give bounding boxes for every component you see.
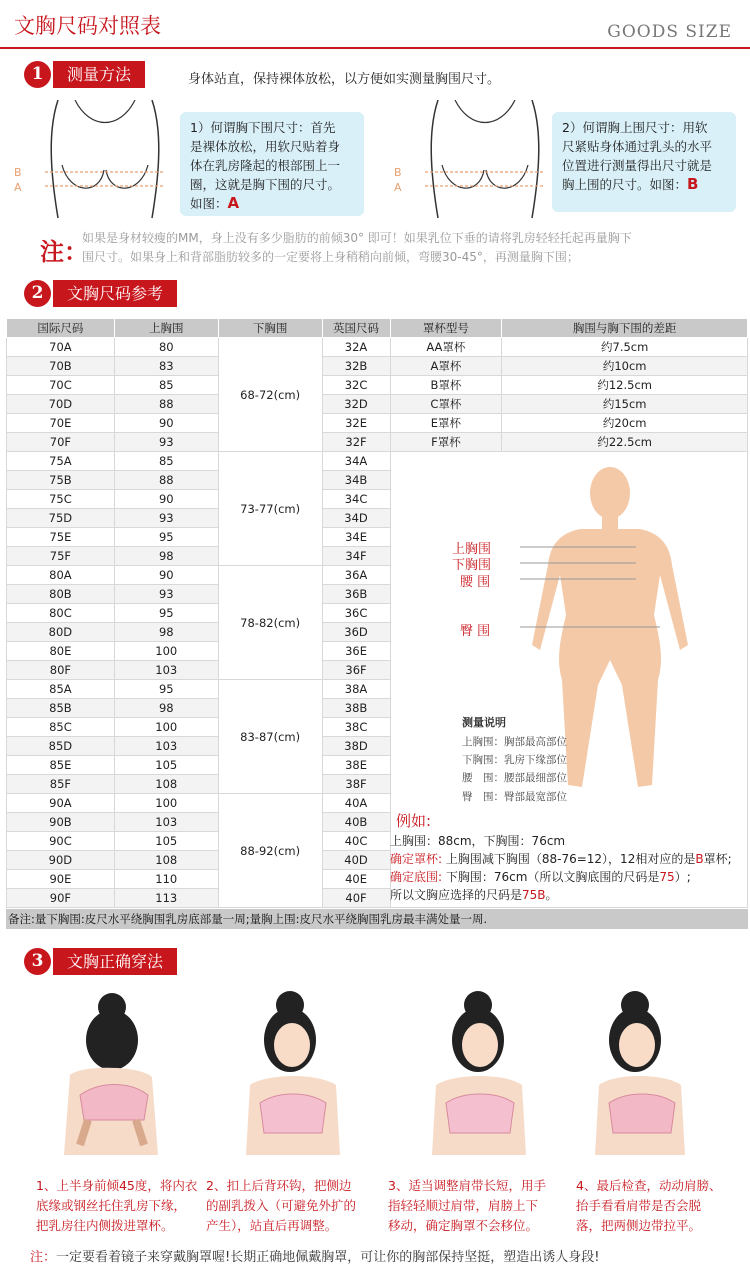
intl-size-cell: 80F — [7, 661, 115, 680]
section1-number: 1 — [24, 61, 51, 88]
overbust-cell: 88 — [114, 471, 218, 490]
uk-size-cell: 36C — [322, 604, 390, 623]
torso-figure-left — [40, 100, 170, 220]
cup-type-cell: F罩杯 — [390, 433, 502, 452]
bubble2-line: 2）何谓胸上围尺寸：用软 — [562, 120, 708, 135]
uk-size-cell: 38E — [322, 756, 390, 775]
overbust-cell: 90 — [114, 566, 218, 585]
cup-diff-cell: 约10cm — [502, 357, 748, 376]
section1-title: 测量方法 — [53, 61, 145, 88]
uk-size-cell: 36A — [322, 566, 390, 585]
overbust-cell: 103 — [114, 813, 218, 832]
section2-number: 2 — [24, 280, 51, 307]
measure-desc-item: 下胸围：乳房下缘部位 — [462, 754, 567, 766]
overbust-cell: 85 — [114, 452, 218, 471]
overbust-cell: 95 — [114, 680, 218, 699]
overbust-cell: 100 — [114, 794, 218, 813]
overbust-cell: 95 — [114, 604, 218, 623]
bubble1-ref-prefix: 如图： — [190, 196, 228, 211]
col-header: 上胸围 — [114, 319, 218, 338]
overbust-cell: 80 — [114, 338, 218, 357]
note-line: 如果是身材较瘦的MM，身上没有多少脂肪的前倾30° 即可！如果乳位下垂的请将乳房轻轻托起再量胸下 — [82, 231, 632, 245]
uk-size-cell: 34B — [322, 471, 390, 490]
uk-size-cell: 34C — [322, 490, 390, 509]
measure-desc-item: 臀 围：臀部最宽部位 — [462, 791, 567, 803]
overbust-cell: 100 — [114, 718, 218, 737]
overbust-cell: 100 — [114, 642, 218, 661]
col-header: 罩杯型号 — [390, 319, 502, 338]
final-note: 注：一定要看着镜子来穿戴胸罩喔!长期正确地佩戴胸罩，可让你的胸部保持坚挺，塑造出诱人身段! — [30, 1250, 600, 1265]
intl-size-cell: 75C — [7, 490, 115, 509]
note-text — [82, 229, 742, 267]
overbust-cell: 88 — [114, 395, 218, 414]
intl-size-cell: 70D — [7, 395, 115, 414]
overbust-cell: 90 — [114, 490, 218, 509]
overbust-cell: 105 — [114, 756, 218, 775]
uk-size-cell: 38A — [322, 680, 390, 699]
intl-size-cell: 75D — [7, 509, 115, 528]
intl-size-cell: 85F — [7, 775, 115, 794]
intl-size-cell: 90A — [7, 794, 115, 813]
intl-size-cell: 80B — [7, 585, 115, 604]
bubble1-line: 1）何谓胸下围尺寸：首先 — [190, 120, 336, 135]
cup-type-cell: A罩杯 — [390, 357, 502, 376]
table-row — [7, 395, 748, 414]
uk-size-cell: 32D — [322, 395, 390, 414]
step3-text: 3、适当调整肩带长短，用手 指轻轻顺过肩带，肩膀上下 移动，确定胸罩不会移位。 — [388, 1178, 546, 1233]
table-remark: 备注:量下胸围:皮尺水平绕胸围乳房底部量一周;量胸上围:皮尺水平绕胸围乳房最丰满处量一周. — [6, 909, 748, 929]
intl-size-cell: 70F — [7, 433, 115, 452]
col-header: 下胸围 — [218, 319, 322, 338]
overbust-cell: 105 — [114, 832, 218, 851]
example-line2: 确定罩杯: 上胸围减下胸围（88-76=12），12相对应的是B罩杯; — [390, 852, 732, 866]
overbust-cell: 103 — [114, 661, 218, 680]
table-row — [7, 414, 748, 433]
intl-size-cell: 85B — [7, 699, 115, 718]
uk-size-cell: 38F — [322, 775, 390, 794]
intl-size-cell: 75A — [7, 452, 115, 471]
example-line1: 上胸围：88cm，下胸围：76cm — [390, 834, 566, 848]
example-head: 例如: — [396, 812, 432, 830]
uk-size-cell: 32E — [322, 414, 390, 433]
section3-title: 文胸正确穿法 — [53, 948, 177, 975]
step4-illustration — [585, 985, 715, 1165]
label-waist: 腰 围 — [460, 575, 491, 590]
uk-size-cell: 34E — [322, 528, 390, 547]
uk-size-cell: 34F — [322, 547, 390, 566]
uk-size-cell: 36D — [322, 623, 390, 642]
label-b-left: B — [14, 166, 22, 179]
bubble1-line: 体在乳房隆起的根部围上一 — [190, 158, 341, 173]
underbust-cell: 88-92(cm) — [218, 794, 322, 908]
table-row — [7, 338, 748, 357]
intl-size-cell: 80C — [7, 604, 115, 623]
bubble1-line: 圈，这就是胸下围的尺寸。 — [190, 177, 341, 192]
intl-size-cell: 75F — [7, 547, 115, 566]
uk-size-cell: 40E — [322, 870, 390, 889]
uk-size-cell: 36E — [322, 642, 390, 661]
bubble2-last-prefix: 胸上围的尺寸。如图： — [562, 177, 688, 192]
intl-size-cell: 90D — [7, 851, 115, 870]
cup-type-cell: E罩杯 — [390, 414, 502, 433]
underbust-cell: 68-72(cm) — [218, 338, 322, 452]
cup-diff-cell: 约7.5cm — [502, 338, 748, 357]
overbust-cell: 98 — [114, 547, 218, 566]
bubble1-line: 是裸体放松，用软尺贴着身 — [190, 139, 341, 154]
cup-diff-cell: 约22.5cm — [502, 433, 748, 452]
measure-desc-item: 腰 围：腰部最细部位 — [462, 772, 567, 784]
measure-intro: 身体站直，保持裸体放松，以方便如实测量胸围尺寸。 — [188, 72, 501, 87]
label-a-right: A — [394, 181, 402, 194]
table-header-row — [7, 319, 748, 338]
intl-size-cell: 75B — [7, 471, 115, 490]
cup-diff-cell: 约12.5cm — [502, 376, 748, 395]
uk-size-cell: 34A — [322, 452, 390, 471]
label-overbust: 上胸围 — [452, 542, 492, 557]
underbust-cell: 83-87(cm) — [218, 680, 322, 794]
uk-size-cell: 32A — [322, 338, 390, 357]
label-b-right: B — [394, 166, 402, 179]
page-title: 文胸尺码对照表 — [14, 14, 161, 38]
overbust-cell: 108 — [114, 775, 218, 794]
overbust-cell: 98 — [114, 623, 218, 642]
intl-size-cell: 85A — [7, 680, 115, 699]
note-mark: 注： — [40, 238, 88, 266]
example-line3: 确定底围: 下胸围：76cm（所以文胸底围的尺码是75）; — [390, 870, 691, 884]
step4-text: 4、最后检查，动动肩膀、 抬手看看肩带是否会脱 落，把两侧边带拉平。 — [576, 1178, 722, 1233]
intl-size-cell: 80A — [7, 566, 115, 585]
cup-diff-cell: 约15cm — [502, 395, 748, 414]
cup-type-cell: C罩杯 — [390, 395, 502, 414]
label-a-left: A — [14, 181, 22, 194]
intl-size-cell: 70E — [7, 414, 115, 433]
table-row — [7, 357, 748, 376]
step3-illustration — [410, 985, 540, 1165]
section2-title: 文胸尺码参考 — [53, 280, 177, 307]
overbust-cell: 108 — [114, 851, 218, 870]
intl-size-cell: 85E — [7, 756, 115, 775]
overbust-cell: 93 — [114, 585, 218, 604]
intl-size-cell: 70A — [7, 338, 115, 357]
overbust-cell: 85 — [114, 376, 218, 395]
intl-size-cell: 90F — [7, 889, 115, 908]
overbust-cell: 83 — [114, 357, 218, 376]
step2-text: 2、扣上后背环钩，把侧边 的副乳拨入（可避免外扩的 产生），站直后再调整。 — [206, 1178, 357, 1233]
overbust-cell: 93 — [114, 509, 218, 528]
note-line: 围尺寸。如果身上和背部脂肪较多的一定要将上身稍稍向前倾，弯腰30-45°，再测量胸下围； — [82, 250, 579, 264]
bubble2-ref-letter: B — [687, 175, 699, 193]
step1-illustration — [40, 985, 170, 1165]
overbust-cell: 103 — [114, 737, 218, 756]
bubble1-ref-letter: A — [227, 194, 240, 212]
label-hip: 臀 围 — [460, 624, 491, 639]
intl-size-cell: 90B — [7, 813, 115, 832]
example-line4: 所以文胸应选择的尺码是75B。 — [390, 888, 558, 902]
col-header: 英国尺码 — [322, 319, 390, 338]
cup-type-cell: AA罩杯 — [390, 338, 502, 357]
cup-type-cell: B罩杯 — [390, 376, 502, 395]
intl-size-cell: 80D — [7, 623, 115, 642]
underbust-cell: 73-77(cm) — [218, 452, 322, 566]
overbust-cell: 93 — [114, 433, 218, 452]
uk-size-cell: 38D — [322, 737, 390, 756]
uk-size-cell: 36F — [322, 661, 390, 680]
uk-size-cell: 32F — [322, 433, 390, 452]
measure-desc-item: 上胸围：胸部最高部位 — [462, 736, 567, 748]
intl-size-cell: 85D — [7, 737, 115, 756]
uk-size-cell: 40B — [322, 813, 390, 832]
bubble2-line: 位置进行测量得出尺寸就是 — [562, 158, 713, 173]
uk-size-cell: 40D — [322, 851, 390, 870]
uk-size-cell: 32B — [322, 357, 390, 376]
bubble-underbust — [180, 112, 364, 216]
uk-size-cell: 38B — [322, 699, 390, 718]
col-header: 胸围与胸下围的差距 — [502, 319, 748, 338]
uk-size-cell: 36B — [322, 585, 390, 604]
uk-size-cell: 40A — [322, 794, 390, 813]
intl-size-cell: 90C — [7, 832, 115, 851]
uk-size-cell: 32C — [322, 376, 390, 395]
label-underbust: 下胸围 — [452, 558, 492, 573]
intl-size-cell: 75E — [7, 528, 115, 547]
torso-figure-right — [420, 100, 550, 220]
intl-size-cell: 90E — [7, 870, 115, 889]
cup-diff-cell: 约20cm — [502, 414, 748, 433]
table-row — [7, 433, 748, 452]
intl-size-cell: 70C — [7, 376, 115, 395]
overbust-cell: 95 — [114, 528, 218, 547]
header-divider — [0, 47, 750, 49]
overbust-cell: 110 — [114, 870, 218, 889]
uk-size-cell: 38C — [322, 718, 390, 737]
table-row — [7, 376, 748, 395]
step1-text: 1、上半身前倾45度，将内衣 底缘或钢丝托住乳房下缘， 把乳房往内侧拨进罩杯。 — [36, 1178, 198, 1233]
bubble2-line: 尺紧贴身体通过乳头的水平 — [562, 139, 713, 154]
section3-number: 3 — [24, 948, 51, 975]
intl-size-cell: 85C — [7, 718, 115, 737]
overbust-cell: 98 — [114, 699, 218, 718]
intl-size-cell: 70B — [7, 357, 115, 376]
measure-desc-title: 测量说明 — [462, 716, 506, 729]
col-header: 国际尺码 — [7, 319, 115, 338]
bubble-overbust — [552, 112, 736, 212]
intl-size-cell: 80E — [7, 642, 115, 661]
uk-size-cell: 40F — [322, 889, 390, 908]
uk-size-cell: 34D — [322, 509, 390, 528]
uk-size-cell: 40C — [322, 832, 390, 851]
step2-illustration — [228, 985, 358, 1165]
goods-size-label: GOODS SIZE — [607, 22, 732, 42]
underbust-cell: 78-82(cm) — [218, 566, 322, 680]
example-body — [390, 832, 746, 904]
overbust-cell: 113 — [114, 889, 218, 908]
overbust-cell: 90 — [114, 414, 218, 433]
